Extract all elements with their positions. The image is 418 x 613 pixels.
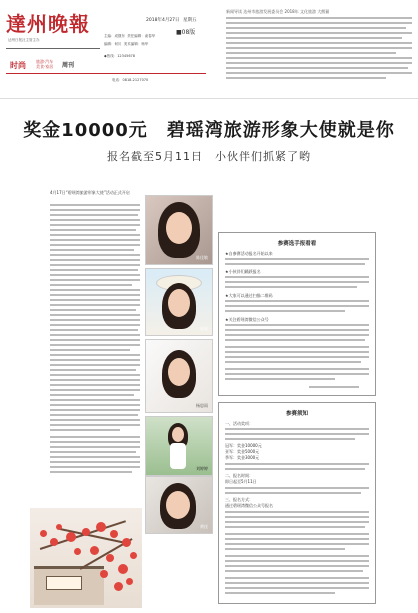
box-line: 亚军：奖金5000元 [225,449,260,454]
box-line: 三、报名方式： [225,497,253,502]
contact-line: 电话：0818-2127070 [112,78,149,82]
box-line: ★大家可以通过扫描二维码 [225,293,273,298]
contestant-photo [145,416,213,476]
box-title: 参赛须知 [285,411,308,417]
contestant-photo [145,476,213,534]
photo-caption: 陈佳敏 [196,255,208,260]
participant-box [218,232,376,396]
subheadline: 报名截至5月11日 小伙伴们抓紧了哟 [107,150,311,163]
box-line: ★小伙伴们踊跃报名 [225,269,261,274]
photo-caption: 黄佳 [200,524,208,529]
contestant-photo [145,195,213,265]
masthead-rule [6,48,100,49]
issue-date: 2018年4月27日 [146,18,180,23]
issue-weekday: 星期五 [183,18,197,23]
article-intro: 4月17日“碧瑶湾旅游形象大使”活动正式开启 [50,190,130,195]
photo-caption: 赵婧 [200,326,208,331]
blossom-photo [30,508,142,608]
article-column [50,190,140,508]
editor-line: 编辑：何川 美术编辑：杨华 [104,42,149,46]
section-tags [36,59,53,69]
masthead [0,0,418,94]
headline: 奖金10000元 碧瑶湾旅游形象大使就是你 [23,120,395,141]
section-tag: 美食·家居 [36,64,54,69]
box-line: ★自参赛活动报名开始以来 [225,251,273,256]
logo-subtitle: 达州日报社主管主办 [8,38,40,42]
news-brief-column [226,9,412,91]
masthead-rule-red [6,73,206,74]
section-tag: 旅游·汽车 [36,59,54,64]
news-brief-text: 新闻导读 达州市旅游发展委员会 2018年 文化旅游 大熊猫 [226,9,330,14]
photo-caption: 刘婷婷 [196,466,208,471]
page-number: ■08版 [176,29,196,36]
box-line: ★关注碧瑶湾微信公众号 [225,317,269,322]
divider [0,98,418,99]
box-line: 即日起至5月11日 [225,479,257,484]
section-title: 时尚 [10,61,26,70]
box-line: 通过碧瑶湾微信公众号报名 [225,503,273,508]
editor-line: ◆热线：12345678 [104,54,136,58]
box-title: 参赛选手报看看 [277,241,317,247]
newspaper-logo: 達州晚報 [6,12,90,36]
box-line: 季军：奖金3000元 [225,455,260,460]
box-line: 冠军：奖金10000元 [225,443,262,448]
editor-line: 主编：成继东 责任编辑：俞春华 [104,34,156,38]
contestant-photo [145,268,213,336]
section-week: 周刊 [62,62,75,69]
box-line: 二、报名时间： [225,473,253,478]
contestant-photo [145,339,213,413]
rules-box [218,402,376,604]
photo-caption: 杨思雨 [196,403,208,408]
box-line: 一、活动奖项： [225,421,253,426]
